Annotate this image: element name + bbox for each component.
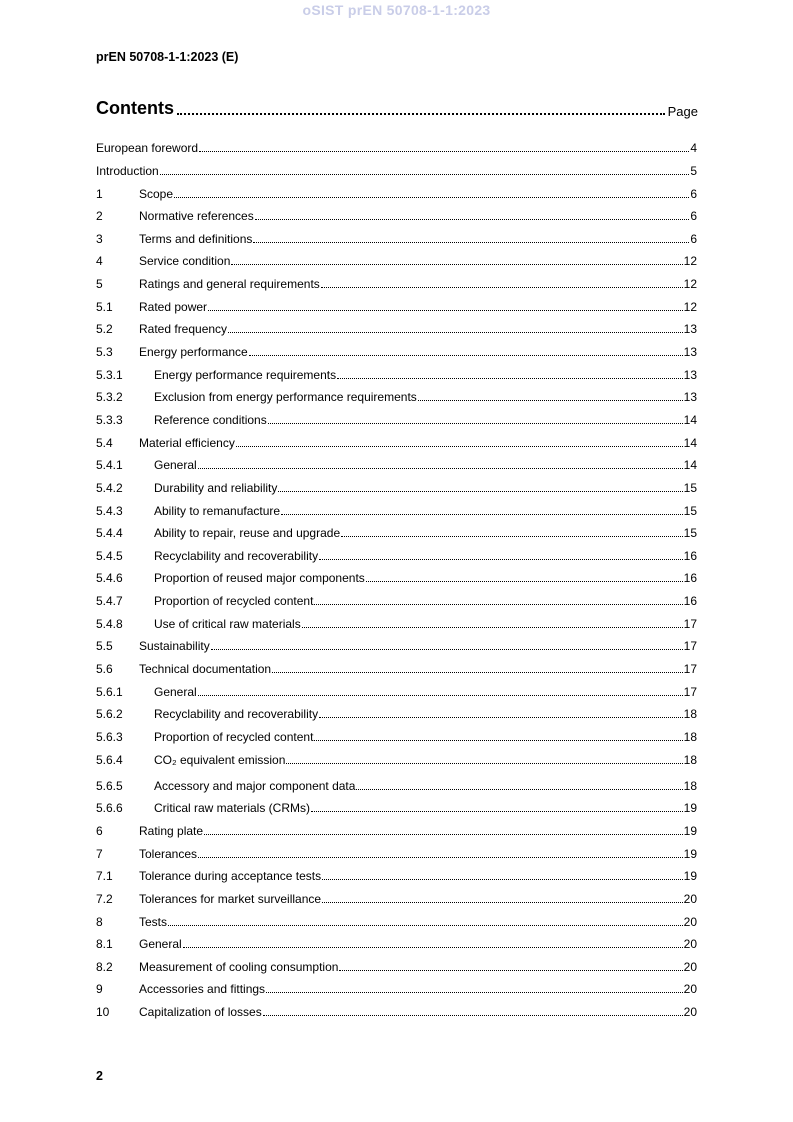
toc-entry-page: 19: [683, 846, 697, 861]
toc-entry-label: Critical raw materials (CRMs): [154, 801, 311, 816]
dot-leader: [314, 740, 682, 741]
toc-entry[interactable]: [96, 838, 697, 861]
toc-entry-label: Energy performance: [139, 344, 248, 359]
toc-entry[interactable]: [96, 178, 697, 201]
toc-entry-label: Ability to repair, reuse and upgrade: [154, 526, 341, 541]
toc-entry[interactable]: [96, 744, 697, 767]
dot-leader: [199, 151, 689, 152]
toc-entry-page: 15: [683, 480, 697, 495]
toc-entry[interactable]: [96, 314, 697, 337]
toc-entry-page: 19: [683, 869, 697, 884]
dot-leader: [208, 310, 683, 311]
toc-entry-label: Proportion of recycled content: [154, 594, 314, 609]
toc-entry[interactable]: [96, 929, 697, 952]
toc-entry-number: 5.4.6: [96, 571, 123, 586]
toc-entry[interactable]: [96, 450, 697, 473]
dot-leader: [266, 992, 683, 993]
toc-entry-page: 18: [683, 778, 697, 793]
toc-entry-label: Reference conditions: [154, 412, 267, 427]
dot-leader: [174, 197, 689, 198]
toc-entry-number: 5.6.3: [96, 730, 123, 745]
dot-leader: [253, 242, 689, 243]
toc-entry-page: 19: [683, 823, 697, 838]
dot-leader: [228, 332, 683, 333]
toc-entry-label: Tolerances for market surveillance: [139, 891, 322, 906]
toc-entry[interactable]: [96, 631, 697, 654]
toc-entry[interactable]: [96, 268, 697, 291]
dot-leader: [198, 857, 683, 858]
dot-leader: [236, 446, 683, 447]
dot-leader: [311, 811, 683, 812]
toc-entry-page: 6: [690, 186, 697, 201]
toc-entry-page: 12: [683, 254, 697, 269]
toc-entry[interactable]: [96, 653, 697, 676]
toc-entry[interactable]: [96, 951, 697, 974]
toc-entry-page: 13: [683, 322, 697, 337]
toc-entry[interactable]: [96, 518, 697, 541]
toc-entry-page: 20: [683, 959, 697, 974]
toc-entry-label: Technical documentation: [139, 662, 272, 677]
toc-entry[interactable]: [96, 676, 697, 699]
toc-entry-label: Service condition: [139, 254, 231, 269]
toc-entry[interactable]: [96, 246, 697, 269]
toc-entry[interactable]: [96, 767, 697, 793]
toc-entry-label: Tolerance during acceptance tests: [139, 869, 322, 884]
dot-leader: [249, 355, 683, 356]
toc-entry[interactable]: [96, 382, 697, 405]
toc-entry[interactable]: [96, 472, 697, 495]
toc-entry-number: 5.4.7: [96, 594, 123, 609]
toc-entry-number: 1: [96, 186, 103, 201]
dot-leader: [319, 717, 683, 718]
toc-entry[interactable]: [96, 815, 697, 838]
page-number: 2: [96, 1069, 103, 1083]
toc-entry[interactable]: [96, 793, 697, 816]
toc-entry-number: 5.4.8: [96, 616, 123, 631]
toc-entry-number: 7: [96, 846, 103, 861]
toc-entry-label: Tests: [139, 914, 168, 929]
page-column-label: Page: [667, 104, 698, 119]
dot-leader: [198, 468, 683, 469]
table-of-contents: [96, 132, 697, 1019]
toc-entry[interactable]: [96, 201, 697, 224]
toc-entry[interactable]: [96, 563, 697, 586]
toc-entry[interactable]: [96, 155, 697, 178]
dot-leader: [168, 925, 683, 926]
toc-entry-number: 10: [96, 1005, 110, 1020]
toc-entry-label: Capitalization of losses: [139, 1005, 262, 1020]
dot-leader: [281, 514, 683, 515]
dot-leader: [160, 174, 690, 175]
dot-leader: [366, 581, 683, 582]
toc-entry-label: European foreword: [96, 141, 199, 155]
toc-entry-number: 7.1: [96, 869, 113, 884]
toc-entry-number: 5.5: [96, 639, 113, 654]
toc-entry-number: 8.2: [96, 959, 113, 974]
toc-entry-page: 20: [683, 982, 697, 997]
dot-leader: [278, 491, 682, 492]
toc-entry-label: Rated power: [139, 299, 208, 314]
toc-entry-number: 5.4.4: [96, 526, 123, 541]
toc-entry-page: 15: [683, 503, 697, 518]
toc-entry-number: 4: [96, 254, 103, 269]
toc-entry-label: Material efficiency: [139, 435, 235, 450]
toc-entry[interactable]: [96, 721, 697, 744]
toc-entry-label: Tolerances: [139, 846, 198, 861]
toc-entry-page: 15: [683, 526, 697, 541]
dot-leader: [321, 287, 683, 288]
toc-entry-number: 5.6.5: [96, 778, 123, 793]
document-id: prEN 50708-1-1:2023 (E): [96, 50, 239, 64]
toc-entry-page: 5: [690, 164, 697, 178]
toc-entry[interactable]: [96, 861, 697, 884]
toc-entry-label: Proportion of reused major components: [154, 571, 365, 586]
toc-entry-number: 5.3.2: [96, 390, 123, 405]
toc-entry-label: Ability to remanufacture: [154, 503, 281, 518]
toc-entry-page: 18: [683, 707, 697, 722]
toc-entry-label: Recyclability and recoverability: [154, 707, 319, 722]
toc-entry-label: Use of critical raw materials: [154, 616, 301, 631]
toc-entry-number: 5.6.2: [96, 707, 123, 722]
toc-entry-page: 14: [683, 435, 697, 450]
dot-leader: [314, 604, 682, 605]
toc-entry-number: 5.2: [96, 322, 113, 337]
toc-entry-number: 5.3: [96, 344, 113, 359]
toc-entry[interactable]: [96, 132, 697, 155]
contents-heading: [96, 95, 698, 119]
toc-entry-page: 14: [683, 458, 697, 473]
toc-entry-number: 2: [96, 209, 103, 223]
dot-leader: [322, 879, 683, 880]
dot-leader: [337, 378, 683, 379]
toc-entry-page: 12: [683, 299, 697, 314]
toc-entry-page: 20: [683, 1005, 697, 1020]
toc-entry[interactable]: [96, 404, 697, 427]
toc-entry-number: 5.4: [96, 435, 113, 450]
toc-entry-number: 9: [96, 982, 103, 997]
toc-entry-label: Normative references: [139, 209, 254, 223]
dot-leader: [322, 902, 683, 903]
toc-entry-number: 6: [96, 823, 103, 838]
toc-entry-page: 12: [683, 276, 697, 291]
toc-entry-number: 5.4.1: [96, 458, 123, 473]
toc-entry[interactable]: [96, 359, 697, 382]
toc-entry-page: 16: [683, 571, 697, 586]
toc-entry-number: 5.1: [96, 299, 113, 314]
toc-entry-label: General: [154, 684, 197, 699]
toc-entry-page: 13: [683, 344, 697, 359]
contents-title: Contents: [96, 98, 174, 118]
toc-entry-number: 3: [96, 231, 103, 246]
toc-entry-number: 8.1: [96, 937, 113, 952]
toc-entry[interactable]: [96, 540, 697, 563]
dot-leader: [302, 627, 683, 628]
toc-entry[interactable]: [96, 883, 697, 906]
toc-entry-label: Proportion of recycled content: [154, 730, 314, 745]
toc-entry-label: General: [154, 458, 197, 473]
toc-entry-page: 17: [683, 662, 697, 677]
toc-entry-page: 6: [690, 231, 697, 246]
toc-entry-page: 20: [683, 914, 697, 929]
toc-entry-number: 5.3.3: [96, 412, 123, 427]
dot-leader: [255, 219, 690, 220]
toc-entry-page: 16: [683, 594, 697, 609]
toc-entry-page: 20: [683, 937, 697, 952]
toc-entry-number: 5.6.6: [96, 801, 123, 816]
toc-entry-label: Recyclability and recoverability: [154, 548, 319, 563]
toc-entry[interactable]: [96, 974, 697, 997]
toc-entry-page: 18: [683, 752, 697, 767]
toc-entry-page: 17: [683, 684, 697, 699]
toc-entry-label: Durability and reliability: [154, 480, 278, 495]
toc-entry[interactable]: [96, 608, 697, 631]
dot-leader: [204, 834, 683, 835]
toc-entry-number: 5.4.2: [96, 480, 123, 495]
toc-entry-label: Scope: [139, 186, 174, 201]
toc-entry-number: 5.3.1: [96, 367, 123, 382]
toc-entry-label: Ratings and general requirements: [139, 276, 320, 291]
toc-entry[interactable]: [96, 427, 697, 450]
dot-leader: [286, 763, 682, 764]
toc-entry[interactable]: [96, 495, 697, 518]
toc-entry-page: 6: [690, 209, 697, 223]
watermark: oSIST prEN 50708-1-1:2023: [302, 2, 491, 18]
toc-entry-label: Sustainability: [139, 639, 210, 654]
dot-leader: [268, 423, 683, 424]
toc-entry-label: Accessory and major component data: [154, 778, 356, 793]
toc-entry-label: Accessories and fittings: [139, 982, 266, 997]
toc-entry-label: Rated frequency: [139, 322, 228, 337]
toc-entry-label: Exclusion from energy performance requirements: [154, 390, 417, 405]
dot-leader: [231, 264, 682, 265]
dot-leader: [339, 970, 682, 971]
toc-entry-label: Energy performance requirements: [154, 367, 337, 382]
toc-entry-number: 7.2: [96, 891, 113, 906]
toc-entry[interactable]: [96, 336, 697, 359]
toc-entry-page: 16: [683, 548, 697, 563]
dot-leader: [211, 649, 683, 650]
toc-entry[interactable]: [96, 699, 697, 722]
dot-leader: [177, 113, 665, 115]
dot-leader: [263, 1015, 683, 1016]
toc-entry-number: 5.6.4: [96, 752, 123, 767]
toc-entry-page: 17: [683, 616, 697, 631]
toc-entry-page: 20: [683, 891, 697, 906]
toc-entry-page: 19: [683, 801, 697, 816]
toc-entry-number: 5.6.1: [96, 684, 123, 699]
toc-entry-page: 13: [683, 367, 697, 382]
toc-entry-page: 18: [683, 730, 697, 745]
toc-entry-number: 5.4.3: [96, 503, 123, 518]
toc-entry-label: Rating plate: [139, 823, 204, 838]
toc-entry-label: Terms and definitions: [139, 231, 253, 246]
toc-entry[interactable]: [96, 996, 697, 1019]
dot-leader: [418, 400, 683, 401]
toc-entry-number: 5.6: [96, 662, 113, 677]
toc-entry-label: Introduction: [96, 164, 159, 178]
dot-leader: [319, 559, 683, 560]
dot-leader: [341, 536, 683, 537]
toc-entry-page: 14: [683, 412, 697, 427]
dot-leader: [272, 672, 683, 673]
toc-entry-page: 4: [690, 141, 697, 155]
toc-entry[interactable]: [96, 291, 697, 314]
toc-entry[interactable]: [96, 585, 697, 608]
toc-entry-page: 13: [683, 390, 697, 405]
toc-entry-label: CO₂ equivalent emission: [154, 752, 286, 767]
toc-entry-number: 5: [96, 276, 103, 291]
dot-leader: [356, 789, 682, 790]
toc-entry-number: 8: [96, 914, 103, 929]
toc-entry-label: General: [139, 937, 182, 952]
toc-entry[interactable]: [96, 906, 697, 929]
toc-entry[interactable]: [96, 223, 697, 246]
toc-entry-label: Measurement of cooling consumption: [139, 959, 339, 974]
dot-leader: [198, 695, 683, 696]
toc-entry-number: 5.4.5: [96, 548, 123, 563]
dot-leader: [183, 947, 683, 948]
toc-entry-page: 17: [683, 639, 697, 654]
